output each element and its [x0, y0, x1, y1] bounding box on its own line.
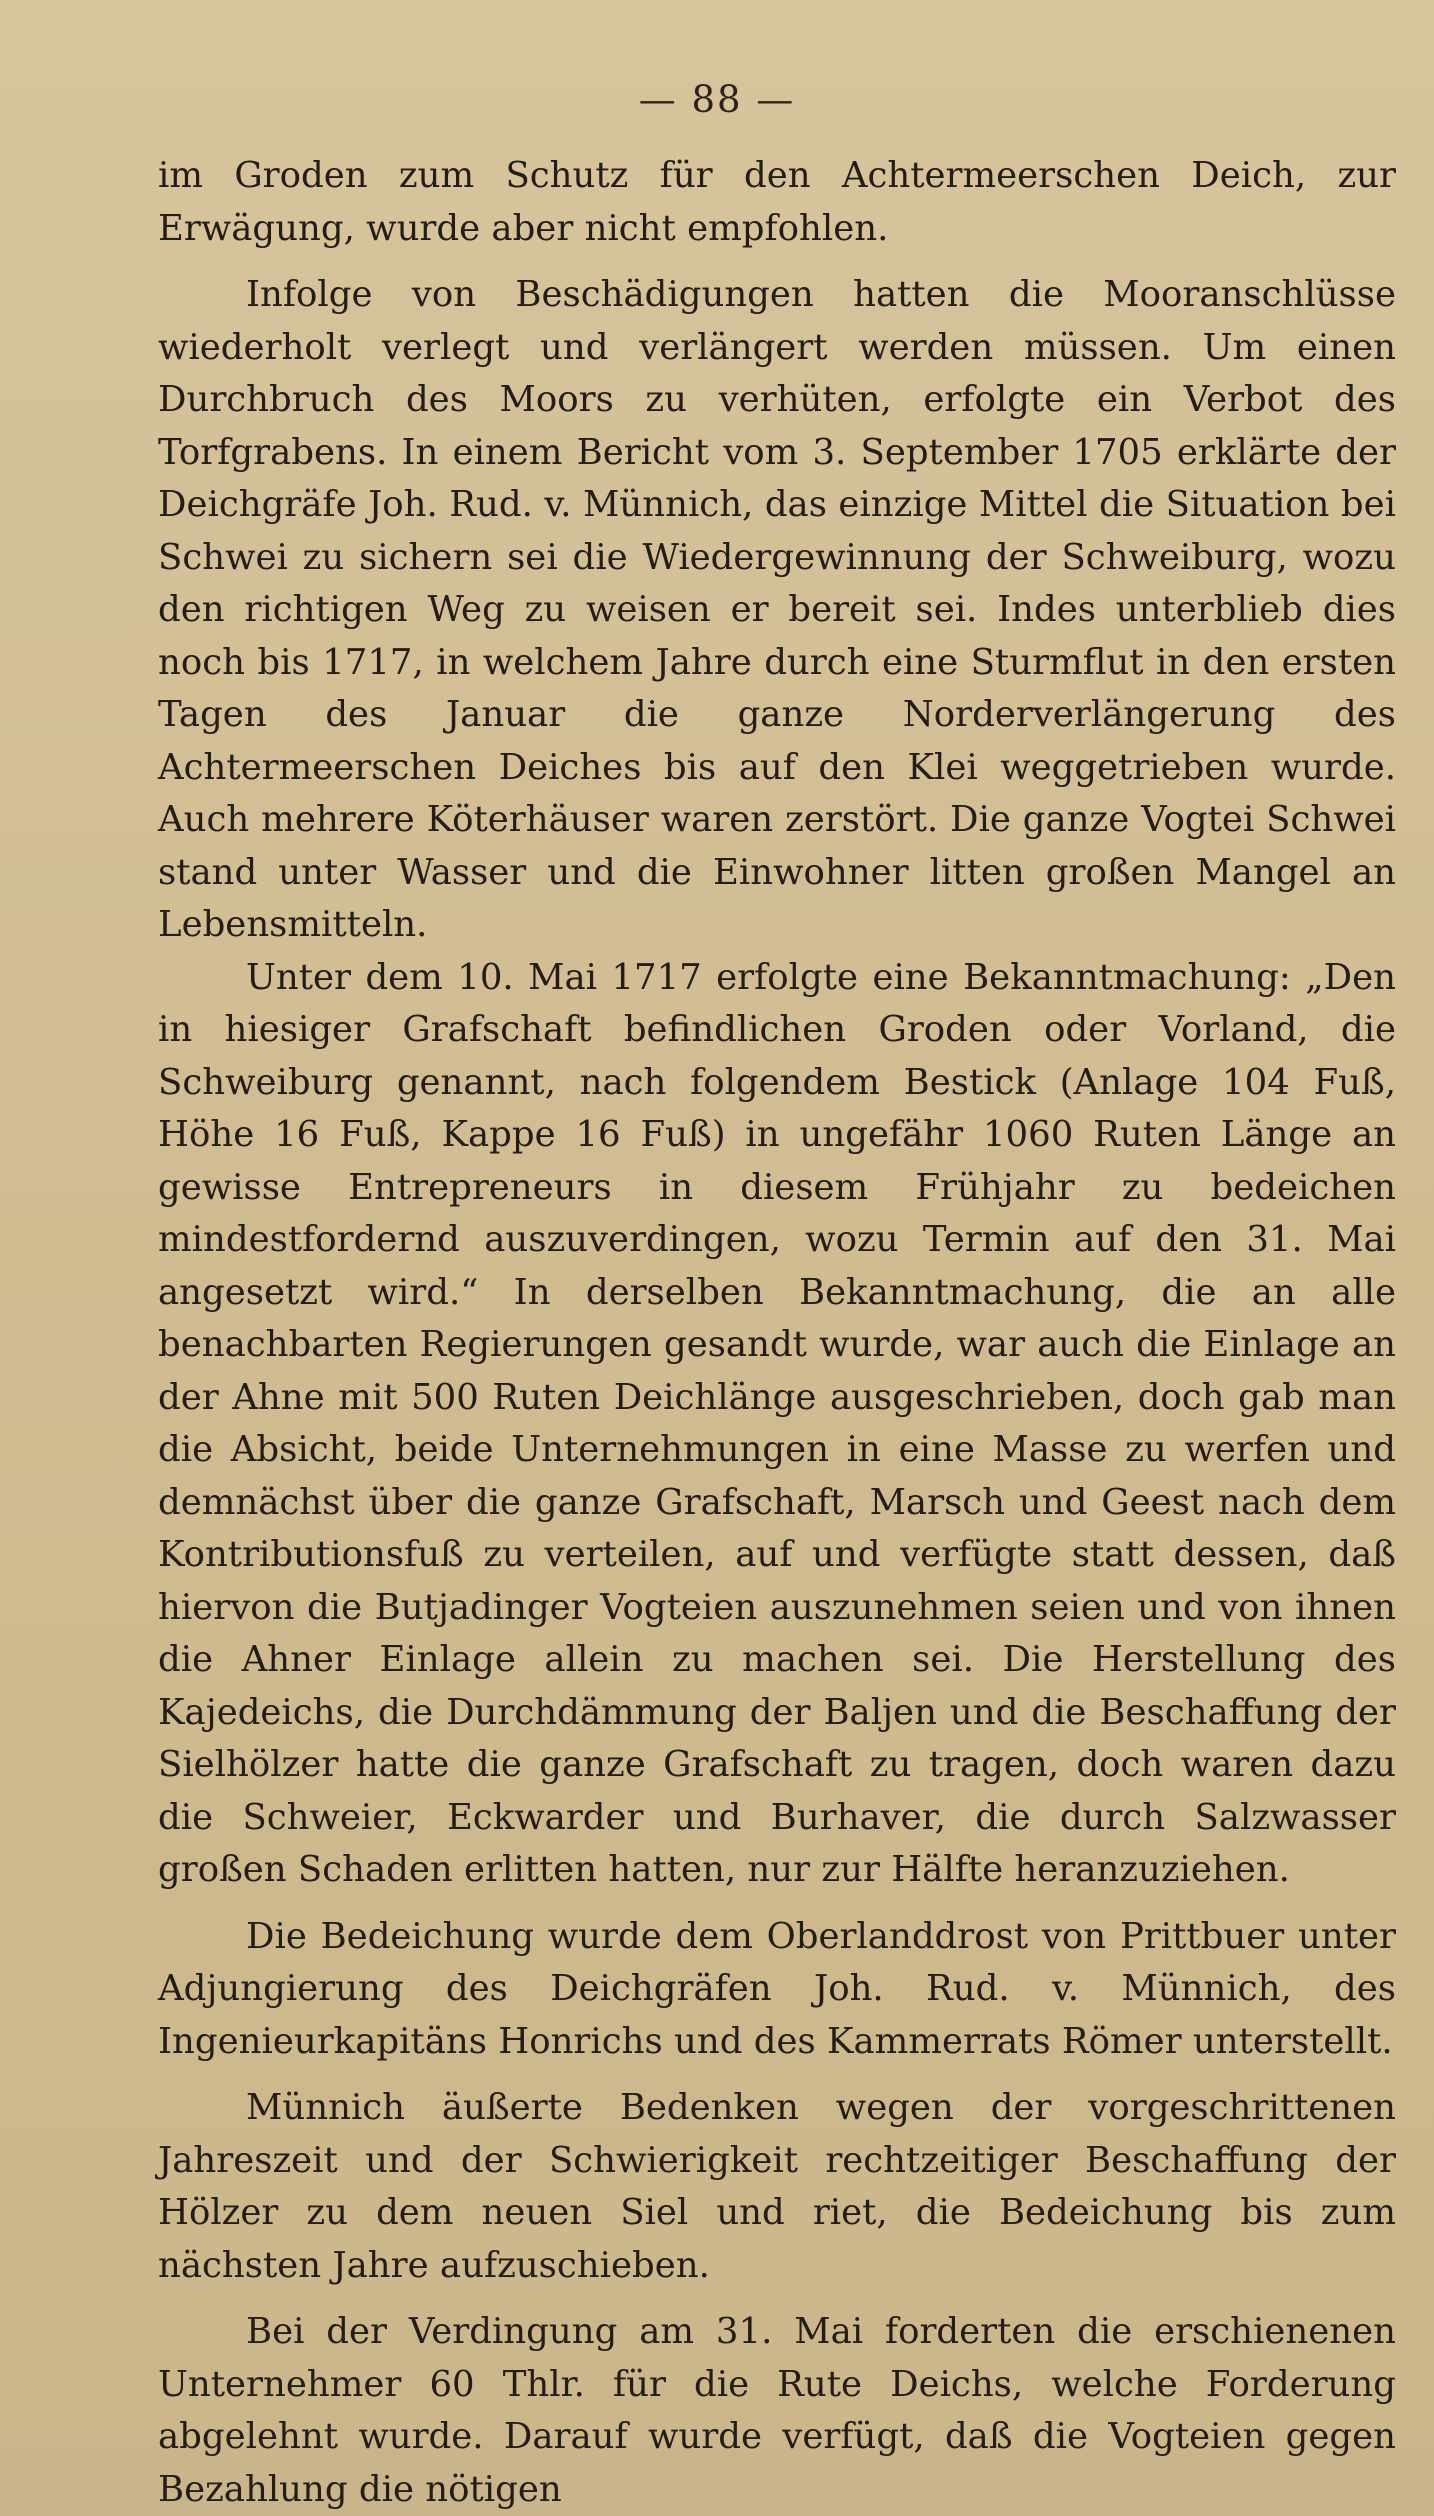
paragraph-contracting: Bei der Verdingung am 31. Mai forderten die erschienenen Unternehmer 60 Thlr. für die Rute Deichs, welche Forderung abgelehnt wurde. Darauf wurde verfügt, daß die Vogteien gegen Bezahlung die nötigen: [158, 2311, 1396, 2510]
paragraph-muennich-concerns: Münnich äußerte Bedenken wegen der vorgeschrittenen Jahreszeit und der Schwierigkeit rechtzeitiger Beschaffung der Hölzer zu dem neuen Siel und riet, die Bedeichung bis zum nächsten Jahre aufzuschieben.: [158, 2087, 1396, 2286]
page-number: — 88 —: [638, 78, 796, 121]
paragraph-supervision: Die Bedeichung wurde dem Oberlanddrost von Prittbuer unter Adjungierung des Deichgräfen Joh. Rud. v. Münnich, des Ingenieurkapitäns Honrichs und des Kammerrats Römer unterstellt.: [158, 1915, 1396, 2062]
paragraph-damage-report: Infolge von Beschädigungen hatten die Mooranschlüsse wiederholt verlegt und verlängert werden müssen. Um einen Durchbruch des Moors zu verhüten, erfolgte ein Verbot des Torfgrabens. In einem Bericht vom 3. September 1705 erklärte der Deichgräfe Joh. Rud. v. Münnich, das einzige Mittel die Situation bei Schwei zu sichern sei die Wiedergewinnung der Schweiburg, wozu den richtigen Weg zu weisen er bereit sei. Indes unterblieb dies noch bis 1717, in welchem Jahre durch eine Sturmflut in den ersten Tagen des Januar die ganze Norderverlängerung des Achtermeerschen Deiches bis auf den Klei weggetrieben wurde. Auch mehrere Köterhäuser waren zerstört. Die ganze Vogtei Schwei stand unter Wasser und die Einwohner litten großen Mangel an Lebensmitteln.: [158, 274, 1396, 945]
body-text: [158, 150, 1396, 2516]
paragraph-continuation: im Groden zum Schutz für den Achtermeerschen Deich, zur Erwägung, wurde aber nicht empfohlen.: [158, 155, 1396, 249]
paragraph-announcement: Unter dem 10. Mai 1717 erfolgte eine Bekanntmachung: „Den in hiesiger Grafschaft befindlichen Groden oder Vorland, die Schweiburg genannt, nach folgendem Bestick (Anlage 104 Fuß, Höhe 16 Fuß, Kappe 16 Fuß) in ungefähr 1060 Ruten Länge an gewisse Entrepreneurs in diesem Frühjahr zu bedeichen mindestfordernd auszuverdingen, wozu Termin auf den 31. Mai angesetzt wird.“ In derselben Bekanntmachung, die an alle benachbarten Regierungen gesandt wurde, war auch die Einlage an der Ahne mit 500 Ruten Deichlänge ausgeschrieben, doch gab man die Absicht, beide Unternehmungen in eine Masse zu werfen und demnächst über die ganze Grafschaft, Marsch und Geest nach dem Kontributionsfuß zu verteilen, auf und verfügte statt dessen, daß hiervon die Butjadinger Vogteien auszunehmen seien und von ihnen die Ahner Einlage allein zu machen sei. Die Herstellung des Kajedeichs, die Durchdämmung der Baljen und die Beschaffung der Sielhölzer hatte die ganze Grafschaft zu tragen, doch waren dazu die Schweier, Eckwarder und Burhaver, die durch Salzwasser großen Schaden erlitten hatten, nur zur Hälfte heranzuziehen.: [158, 956, 1396, 1890]
